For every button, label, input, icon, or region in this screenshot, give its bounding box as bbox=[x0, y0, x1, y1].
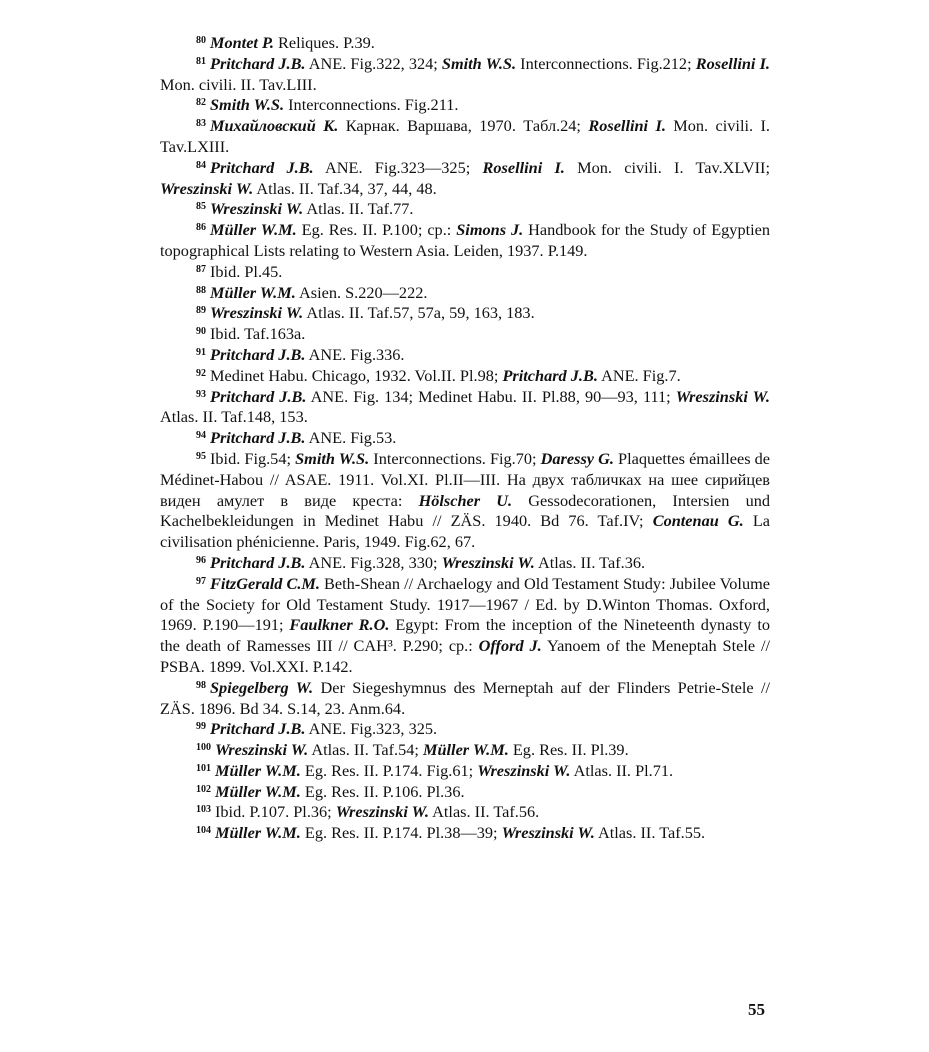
citation-text: Interconnections. Fig.70; bbox=[369, 448, 541, 468]
author-name: Spiegelberg W. bbox=[210, 677, 314, 697]
footnote-94 bbox=[160, 428, 770, 449]
citation-text: Egypt: From the inception of the Nineteenth dynasty to the death of Ramesses III // CAH³. P.290; ср.: bbox=[160, 615, 770, 656]
footnote-number: 83 bbox=[196, 118, 206, 130]
footnote-103 bbox=[160, 802, 770, 823]
citation-text: Eg. Res. II. P.174. Pl.38—39; bbox=[300, 823, 502, 843]
author-name: Offord J. bbox=[478, 636, 542, 656]
citation-text: Interconnections. Fig.212; bbox=[516, 53, 696, 73]
footnote-number: 90 bbox=[196, 326, 206, 338]
citation-text: Atlas. II. Taf.148, 153. bbox=[160, 407, 308, 427]
author-name: Wreszinski W. bbox=[501, 823, 595, 843]
author-name: Wreszinski W. bbox=[441, 552, 535, 572]
citation-text: Atlas. II. Taf.36. bbox=[534, 552, 646, 572]
citation-text: ANE. Fig.323, 325. bbox=[305, 719, 438, 739]
author-name: Rosellini I. bbox=[482, 157, 565, 177]
citation-text: Ibid. Taf.163a. bbox=[210, 324, 306, 344]
author-name: Daressy G. bbox=[540, 448, 614, 468]
citation-text: Ibid. Fig.54; bbox=[210, 448, 296, 468]
footnote-list bbox=[160, 33, 770, 844]
footnote-89 bbox=[160, 303, 770, 324]
citation-text: Der Siegeshymnus des Merneptah auf der Flinders Petrie-Stele // ZÄS. 1896. Bd 34. S.14, 23. Anm.64. bbox=[160, 677, 771, 718]
citation-text: ANE. Fig.328, 330; bbox=[305, 552, 442, 572]
author-name: Hölscher U. bbox=[418, 490, 513, 510]
author-name: Müller W.M. bbox=[215, 823, 301, 843]
citation-text: Eg. Res. II. Pl.39. bbox=[508, 740, 629, 760]
author-name: Faulkner R.O. bbox=[289, 615, 390, 635]
citation-text: ANE. Fig.322, 324; bbox=[305, 53, 442, 73]
author-name: Müller W.M. bbox=[210, 282, 296, 302]
citation-text: Eg. Res. II. P.100; ср.: bbox=[296, 220, 457, 240]
author-name: Müller W.M. bbox=[215, 781, 301, 801]
footnote-90 bbox=[160, 324, 770, 345]
footnote-number: 94 bbox=[196, 430, 206, 442]
author-name: Wreszinski W. bbox=[335, 802, 429, 822]
author-name: Rosellini I. bbox=[695, 53, 770, 73]
citation-text: Atlas. II. Taf.34, 37, 44, 48. bbox=[253, 178, 437, 198]
author-name: Pritchard J.B. bbox=[210, 552, 306, 572]
citation-text: Ibid. P.107. Pl.36; bbox=[215, 802, 336, 822]
footnote-100 bbox=[160, 740, 770, 761]
footnote-95 bbox=[160, 449, 770, 553]
footnotes-block bbox=[160, 33, 770, 844]
author-name: Wreszinski W. bbox=[160, 178, 254, 198]
footnote-number: 98 bbox=[196, 679, 206, 691]
footnote-81 bbox=[160, 54, 770, 96]
citation-text: Medinet Habu. Chicago, 1932. Vol.II. Pl.98; bbox=[210, 365, 503, 385]
citation-text: Interconnections. Fig.211. bbox=[284, 95, 459, 115]
footnote-86 bbox=[160, 220, 770, 262]
author-name: Montet P. bbox=[210, 33, 274, 52]
footnote-102 bbox=[160, 782, 770, 803]
footnote-83 bbox=[160, 116, 770, 158]
author-name: Smith W.S. bbox=[295, 448, 370, 468]
footnote-number: 81 bbox=[196, 55, 206, 67]
footnote-82 bbox=[160, 95, 770, 116]
footnote-84 bbox=[160, 158, 770, 200]
author-name: Pritchard J.B. bbox=[210, 53, 306, 73]
author-name: Müller W.M. bbox=[422, 740, 509, 760]
footnote-85 bbox=[160, 199, 770, 220]
footnote-number: 101 bbox=[196, 762, 211, 774]
citation-text: Yanoem of the Meneptah Stele // PSBA. 1899. Vol.XXI. P.142. bbox=[160, 636, 770, 676]
citation-text: Atlas. II. Pl.71. bbox=[570, 760, 674, 780]
footnote-number: 86 bbox=[196, 222, 206, 234]
author-name: Wreszinski W. bbox=[215, 740, 309, 760]
footnote-number: 84 bbox=[196, 159, 206, 171]
citation-text: Atlas. II. Taf.55. bbox=[594, 823, 706, 843]
author-name: Müller W.M. bbox=[215, 760, 301, 780]
footnote-number: 92 bbox=[196, 367, 206, 379]
author-name: Pritchard J.B. bbox=[502, 365, 598, 385]
footnote-80 bbox=[160, 33, 770, 54]
footnote-99 bbox=[160, 719, 770, 740]
author-name: Wreszinski W. bbox=[477, 760, 571, 780]
author-name: Михайловский К. bbox=[210, 116, 339, 136]
citation-text: Atlas. II. Taf.56. bbox=[428, 802, 540, 822]
citation-text: Gessodecorationen, Intersien und Kachelbekleidungen in Medinet Habu // ZÄS. 1940. Bd 76. Taf.IV; bbox=[160, 490, 771, 531]
author-name: Simons J. bbox=[456, 220, 524, 240]
footnote-98 bbox=[160, 678, 770, 720]
footnote-101 bbox=[160, 761, 770, 782]
footnote-number: 82 bbox=[196, 97, 206, 109]
footnote-number: 80 bbox=[196, 35, 206, 46]
author-name: FitzGerald C.M. bbox=[210, 573, 320, 593]
author-name: Wreszinski W. bbox=[675, 386, 770, 406]
citation-text: Mon. civili. I. Tav.LXIII. bbox=[160, 116, 770, 156]
citation-text: Handbook for the Study of Egyptien topographical Lists relating to Western Asia. Leiden, 1937. P.149. bbox=[160, 220, 771, 260]
footnote-97 bbox=[160, 574, 770, 678]
footnote-number: 85 bbox=[196, 201, 206, 213]
citation-text: ANE. Fig.7. bbox=[597, 365, 681, 385]
citation-text: La civilisation phénicienne. Paris, 1949. Fig.62, 67. bbox=[160, 511, 770, 552]
citation-text: Beth-Shean // Archaelogy and Old Testament Study: Jubilee Volume of the Society for Old Testament Study. 1917—1967 / Ed. by D.Winton Thomas. Oxford, 1969. P.190—191; bbox=[160, 573, 770, 635]
citation-text: Eg. Res. II. P.174. Fig.61; bbox=[300, 760, 478, 780]
footnote-number: 103 bbox=[196, 804, 211, 816]
footnote-93 bbox=[160, 387, 770, 429]
citation-text: Atlas. II. Taf.77. bbox=[303, 199, 414, 219]
footnote-number: 88 bbox=[196, 284, 206, 296]
citation-text: ANE. Fig.336. bbox=[305, 344, 405, 364]
footnote-number: 102 bbox=[196, 783, 211, 795]
author-name: Müller W.M. bbox=[210, 220, 297, 240]
citation-text: Ibid. Pl.45. bbox=[210, 261, 283, 281]
citation-text: Atlas. II. Taf.57, 57a, 59, 163, 183. bbox=[303, 303, 535, 323]
footnote-number: 104 bbox=[196, 825, 211, 837]
citation-text: Asien. S.220—222. bbox=[295, 282, 428, 302]
footnote-number: 87 bbox=[196, 263, 206, 275]
author-name: Pritchard J.B. bbox=[210, 719, 306, 739]
footnote-91 bbox=[160, 345, 770, 366]
author-name: Smith W.S. bbox=[441, 53, 517, 73]
citation-text: ANE. Fig. 134; Medinet Habu. II. Pl.88, 90—93, 111; bbox=[306, 386, 676, 406]
author-name: Pritchard J.B. bbox=[210, 157, 314, 177]
footnote-number: 95 bbox=[196, 450, 206, 462]
footnote-87 bbox=[160, 262, 770, 283]
citation-text: Eg. Res. II. P.106. Pl.36. bbox=[300, 781, 465, 801]
citation-text: ANE. Fig.53. bbox=[305, 428, 397, 448]
citation-text: Plaquettes émaillees de Médinet-Habou // ASAE. 1911. Vol.XI. Pl.II—III. На двух табличках на шее сирийцев виден амулет в виде креста: bbox=[160, 448, 771, 510]
footnote-number: 91 bbox=[196, 346, 206, 358]
author-name: Contenau G. bbox=[652, 511, 744, 531]
citation-text: ANE. Fig.323—325; bbox=[313, 157, 483, 177]
footnote-number: 97 bbox=[196, 575, 206, 587]
author-name: Pritchard J.B. bbox=[210, 386, 307, 406]
citation-text: Atlas. II. Taf.54; bbox=[308, 740, 423, 760]
citation-text: Карнак. Варшава, 1970. Табл.24; bbox=[338, 116, 589, 136]
footnote-number: 89 bbox=[196, 305, 206, 317]
citation-text: Mon. civili. II. Tav.LIII. bbox=[160, 74, 317, 94]
footnote-88 bbox=[160, 283, 770, 304]
footnote-number: 96 bbox=[196, 554, 206, 566]
author-name: Wreszinski W. bbox=[210, 303, 304, 323]
citation-text: Reliques. P.39. bbox=[273, 33, 375, 52]
author-name: Rosellini I. bbox=[588, 116, 666, 136]
author-name: Wreszinski W. bbox=[210, 199, 304, 219]
footnote-104 bbox=[160, 823, 770, 844]
author-name: Pritchard J.B. bbox=[210, 344, 306, 364]
footnote-96 bbox=[160, 553, 770, 574]
page-number: 55 bbox=[748, 1000, 765, 1019]
author-name: Pritchard J.B. bbox=[210, 428, 306, 448]
footnote-number: 99 bbox=[196, 721, 206, 733]
footnote-92 bbox=[160, 366, 770, 387]
author-name: Smith W.S. bbox=[210, 95, 285, 115]
footnote-number: 100 bbox=[196, 742, 211, 754]
footnote-number: 93 bbox=[196, 388, 206, 400]
citation-text: Mon. civili. I. Tav.XLVII; bbox=[564, 157, 771, 177]
